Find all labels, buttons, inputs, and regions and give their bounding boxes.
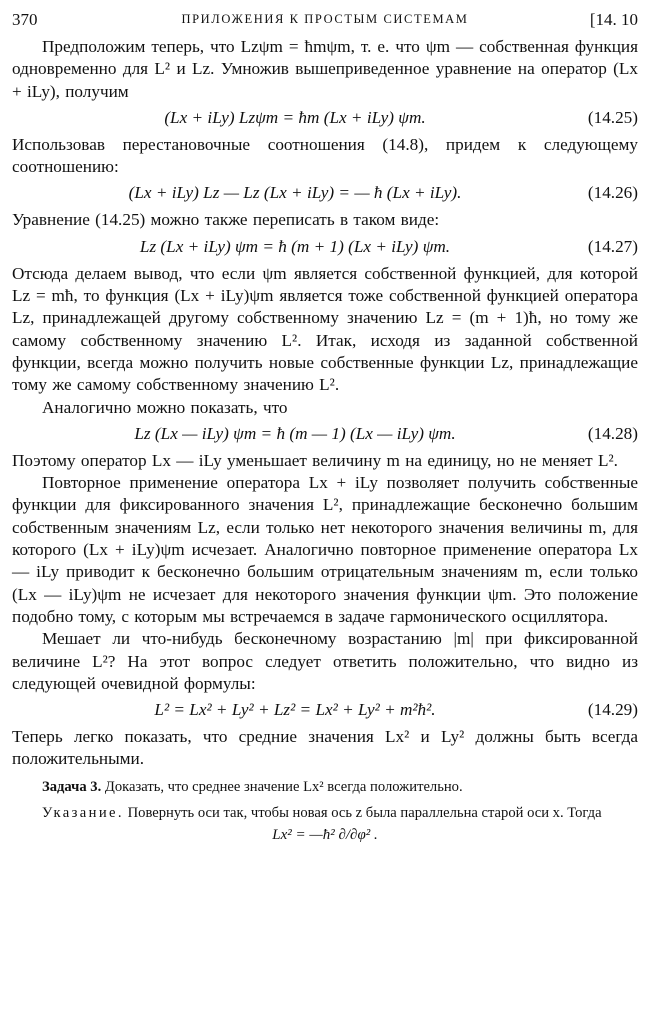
paragraph-3: Уравнение (14.25) можно также переписать в таком виде: xyxy=(12,210,440,230)
hint-label: Указание. xyxy=(42,804,124,821)
running-title: ПРИЛОЖЕНИЯ К ПРОСТЫМ СИСТЕМАМ xyxy=(181,12,469,26)
equation-formula: L² = Lx² + Ly² + Lz² = Lx² + Ly² + m²ħ². xyxy=(154,700,436,720)
equation-number: (14.29) xyxy=(587,700,638,720)
equation-14-25 xyxy=(12,103,638,134)
equation-14-27 xyxy=(12,232,638,263)
paragraph-4: Отсюда делаем вывод, что если ψm является собственной функцией, для которой Lz = mħ, то функция (Lx + iLy)ψm является тоже собственной функцией оператора Lz, принадлежащей другому собственному значению Lz = (m + 1)ħ, но тому же самому собственному значению L². Итак, исходя из заданной собственной функции, всегда можно получить новые собственные функции Lz, принадлежащие тому же самому собственному значению L². xyxy=(12,263,638,395)
equation-number: (14.27) xyxy=(587,236,638,256)
task-text: Доказать, что среднее значение Lx² всегда положительно. xyxy=(104,778,463,795)
section-number: [14. 10 xyxy=(589,10,638,29)
equation-14-26 xyxy=(12,178,638,209)
equation-formula: (Lx + iLy) Lzψm = ħm (Lx + iLy) ψm. xyxy=(164,107,426,127)
hint-text: Повернуть оси так, чтобы новая ось z была параллельна старой оси x. Тогда xyxy=(127,804,602,821)
running-header xyxy=(12,10,638,36)
equation-number: (14.28) xyxy=(587,423,638,443)
paragraph-8: Мешает ли что-нибудь бесконечному возрастанию |m| при фиксированной величине L²? На этот вопрос следует ответить положительно, что видно из следующей очевидной формулы: xyxy=(12,629,638,693)
paragraph-6: Поэтому оператор Lx — iLy уменьшает величину m на единицу, но не меняет L². xyxy=(12,450,618,470)
task-label: Задача 3. xyxy=(42,778,102,795)
equation-number: (14.25) xyxy=(587,107,638,127)
equation-14-28 xyxy=(12,419,638,450)
paragraph-1: Предположим теперь, что Lzψm = ħmψm, т. е. что ψm — собственная функция одновременно для L² и Lz. Умножив вышеприведенное уравнение на оператор (Lx + iLy), получим xyxy=(12,37,638,101)
equation-formula: Lz (Lx + iLy) ψm = ħ (m + 1) (Lx + iLy) ψm. xyxy=(139,236,451,256)
task-hint xyxy=(12,803,638,823)
paragraph-2: Использовав перестановочные соотношения (14.8), придем к следующему соотношению: xyxy=(12,134,638,177)
equation-14-29 xyxy=(12,695,638,726)
task-3 xyxy=(12,777,638,797)
paragraph-9: Теперь легко показать, что средние значения Lx² и Ly² должны быть всегда положительными. xyxy=(12,727,638,769)
equation-formula: (Lx + iLy) Lz — Lz (Lx + iLy) = — ħ (Lx + iLy). xyxy=(128,183,462,203)
equation-number: (14.26) xyxy=(587,183,638,203)
hint-formula xyxy=(12,823,638,867)
hint-formula-text: Lx² = —ħ² ∂/∂φ² . xyxy=(272,826,378,843)
paragraph-7: Повторное применение оператора Lx + iLy позволяет получить собственные функции для фиксированного значения L², принадлежащие бесконечно большим собственным значениям Lz, если только нет некоторого значения величины m, для которого (Lx + iLy)ψm исчезает. Аналогично повторное применение оператора Lx — iLy приводит к бесконечно большим отрицательным значениям m, если только (Lx — iLy)ψm не исчезает для некоторого значения функции ψm. Это положение подобно тому, с которым мы встречаемся в задаче гармонического осциллятора. xyxy=(12,473,638,626)
paragraph-5: Аналогично можно показать, что xyxy=(42,397,288,417)
page-number: 370 xyxy=(12,10,38,29)
equation-formula: Lz (Lx — iLy) ψm = ħ (m — 1) (Lx — iLy) ψm. xyxy=(134,423,456,443)
